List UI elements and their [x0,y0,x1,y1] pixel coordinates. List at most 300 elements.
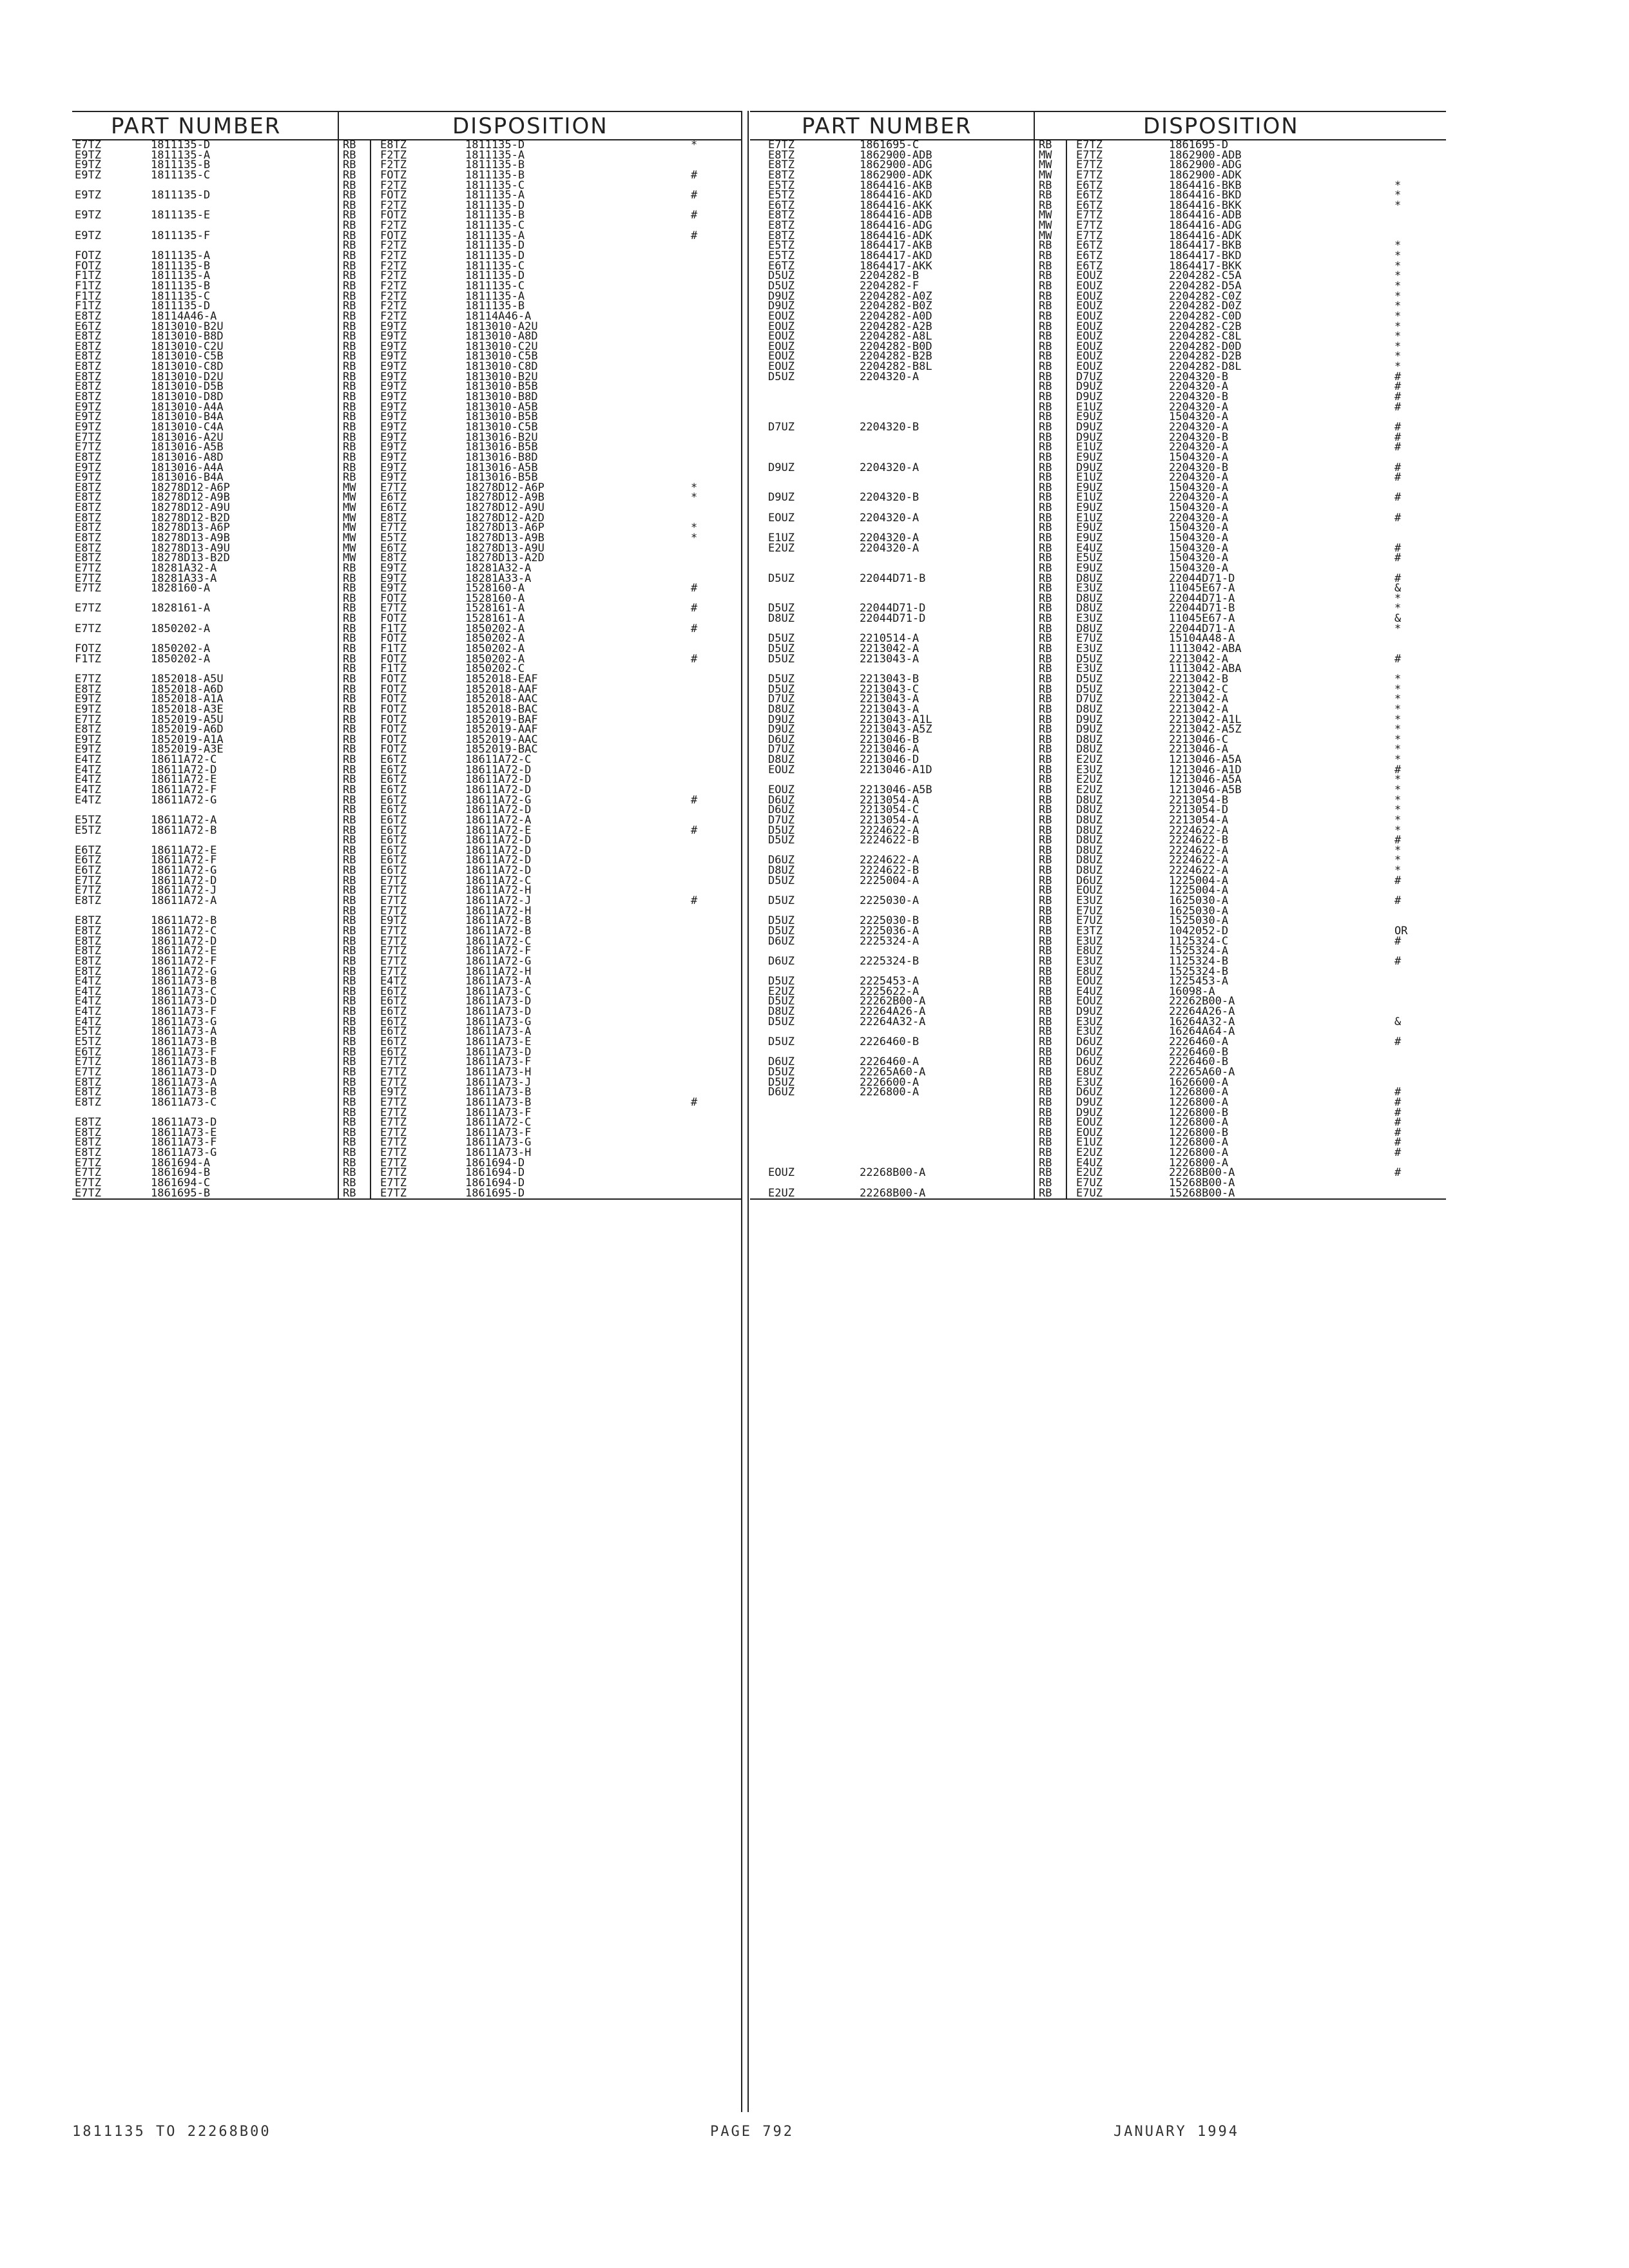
replacement-part: 1213046-A5A [1169,753,1242,767]
note-mark: # [1394,400,1402,414]
model-code: F1TZ [75,289,101,303]
disposition-code: RB [1039,723,1052,736]
model-code: FOTZ [75,259,101,273]
table-row [750,1186,1446,1200]
replacement-part: 2213042-B [1169,672,1229,686]
replacement-model: E7TZ [380,1075,407,1089]
replacement-part: 1811135-C [465,178,525,192]
replacement-part: 1852018-EAF [465,672,538,686]
replacement-model: E6TZ [380,753,407,767]
replacement-model: E7TZ [380,1166,407,1180]
replacement-part: 1525030-A [1169,914,1229,928]
replacement-part: 1811135-B [465,209,525,222]
note-mark: # [691,582,698,595]
model-code: F1TZ [75,279,101,293]
replacement-model: E6TZ [380,1035,407,1049]
disposition-code: RB [343,1136,356,1149]
part-number: 2213043-A1L [860,713,932,726]
part-number: 2225030-B [860,914,920,928]
disposition-code: RB [343,713,356,726]
disposition-code: RB [343,572,356,585]
disposition-code: RB [1039,995,1052,1008]
model-code: D6UZ [768,934,795,948]
part-number: 1813010-C2U [151,340,224,353]
part-number: 18611A72-F [151,854,217,867]
part-number: 2204282-A0Z [860,289,932,303]
model-code: E8TZ [75,954,101,968]
part-number: 1861695-B [151,1186,211,1200]
replacement-model: E7TZ [380,1126,407,1139]
disposition-code: RB [1039,380,1052,394]
replacement-model: F2TZ [380,249,407,263]
model-code: E6TZ [75,843,101,857]
replacement-model: E8UZ [1076,945,1103,958]
part-number-heading: PART NUMBER [802,113,972,139]
replacement-model: E6TZ [1076,239,1103,253]
replacement-part: 18611A72-F [465,945,532,958]
disposition-code: RB [343,1075,356,1089]
replacement-model: E7TZ [380,1116,407,1129]
replacement-model: E7TZ [380,945,407,958]
table-row [72,584,742,594]
part-number: 1811135-D [151,189,211,202]
replacement-model: E6TZ [380,763,407,776]
replacement-part: 2204282-C5A [1169,269,1242,283]
part-number: 2226460-A [860,1055,920,1069]
replacement-model: D8UZ [1076,602,1103,615]
part-number: 22268B00-A [860,1186,926,1200]
replacement-model: FOTZ [380,713,407,726]
part-number: 18278D12-A9U [151,501,230,515]
replacement-part: 1226800-A [1169,1116,1229,1129]
model-code: D5UZ [768,914,795,928]
model-code: E8TZ [768,209,795,222]
disposition-code: RB [1039,934,1052,948]
disposition-code: RB [1039,763,1052,776]
replacement-part: 18611A73-D [465,1005,532,1019]
model-code: D5UZ [768,1075,795,1089]
disposition-code: RB [343,743,356,756]
part-number: 22044D71-D [860,612,926,626]
replacement-model: D6UZ [1076,1035,1103,1049]
model-code: E2UZ [768,985,795,998]
table-row [72,823,742,837]
replacement-part: 1042052-D [1169,924,1229,937]
model-code: E7TZ [75,884,101,898]
replacement-part: 18278D12-A9U [465,501,545,515]
disposition-code: RB [1039,612,1052,626]
replacement-part: 2213054-B [1169,793,1229,807]
replacement-part: 2204282-C0D [1169,309,1242,323]
part-number: 2204282-A2B [860,320,932,333]
disposition-code: RB [1039,622,1052,635]
replacement-model: E9TZ [380,1086,407,1099]
disposition-code: RB [343,420,356,434]
disposition-code: RB [1039,1075,1052,1089]
replacement-model: D9UZ [1076,430,1103,444]
model-code: E9TZ [75,702,101,716]
part-number: 1813010-B8D [151,330,224,343]
model-code: E5TZ [768,239,795,253]
part-number: 1813016-A8D [151,450,224,464]
replacement-model: E7TZ [380,954,407,968]
note-mark: * [1394,309,1402,323]
disposition-code: RB [1039,1095,1052,1109]
model-code: D5UZ [768,995,795,1008]
model-code: E9TZ [75,461,101,474]
replacement-model: D8UZ [1076,702,1103,716]
part-number: 18611A72-G [151,793,217,807]
model-code: E9TZ [75,743,101,756]
part-number: 22044D71-D [860,602,926,615]
disposition-code: RB [343,834,356,847]
disposition-code: RB [343,682,356,696]
footer-range: 1811135 TO 22268B00 [72,2124,271,2140]
replacement-model: E9TZ [380,390,407,404]
disposition-code: RB [343,1095,356,1109]
note-mark: * [1394,743,1402,756]
disposition-code: MW [1039,168,1052,182]
replacement-part: 18611A72-A [465,813,532,827]
part-number: 1861694-B [151,1166,211,1180]
replacement-model: E9TZ [380,561,407,575]
replacement-model: E9TZ [380,400,407,414]
replacement-part: 18611A72-J [465,894,532,908]
part-number: 18611A72-B [151,823,217,837]
replacement-model: EOUZ [1076,1116,1103,1129]
replacement-model: E9TZ [380,582,407,595]
replacement-model: D5UZ [1076,652,1103,666]
note-mark: # [691,229,698,242]
replacement-model: E9TZ [380,441,407,454]
part-number: 2213043-B [860,672,920,686]
model-code: E9TZ [75,410,101,424]
model-code: E9TZ [75,733,101,746]
part-number: 1864416-ADK [860,229,932,242]
disposition-code: RB [1039,259,1052,273]
replacement-part: 18278D13-A6P [465,521,545,535]
replacement-part: 1852018-BAC [465,702,538,716]
disposition-code: RB [343,309,356,323]
replacement-part: 1852019-BAC [465,743,538,756]
replacement-model: EOUZ [1076,269,1103,283]
replacement-model: E7TZ [380,521,407,535]
note-mark: # [1394,1136,1402,1149]
replacement-part: 2204320-A [1169,491,1229,505]
replacement-model: FOTZ [380,652,407,666]
part-number: 2213043-A5Z [860,723,932,736]
disposition-code: RB [1039,471,1052,485]
disposition-code: RB [1039,461,1052,474]
part-number: 18611A72-J [151,884,217,898]
disposition-code: RB [343,350,356,363]
replacement-model: D7UZ [1076,370,1103,383]
replacement-model: E9TZ [380,471,407,485]
disposition-code: RB [343,582,356,595]
disposition-code: RB [343,561,356,575]
disposition-code: RB [1039,360,1052,374]
replacement-part: 1864417-BKK [1169,259,1242,273]
part-number: 1850202-A [151,652,211,666]
replacement-model: E6TZ [380,1005,407,1019]
part-number: 1861694-A [151,1156,211,1169]
part-number: 1811135-C [151,289,211,303]
replacement-model: E6TZ [380,541,407,555]
disposition-code: RB [1039,441,1052,454]
disposition-code: RB [1039,491,1052,505]
disposition-code: RB [1039,178,1052,192]
replacement-part: 1625030-A [1169,904,1229,918]
note-mark: & [1394,582,1402,595]
disposition-code: RB [343,390,356,404]
disposition-code: RB [1039,743,1052,756]
replacement-part: 2204320-B [1169,461,1229,474]
replacement-part: 2204282-D0Z [1169,300,1242,313]
replacement-model: E6TZ [380,793,407,807]
disposition-code: RB [343,430,356,444]
replacement-part: 1852018-AAF [465,682,538,696]
replacement-part: 1528160-A [465,591,525,605]
replacement-model: E7TZ [380,1065,407,1079]
replacement-model: E9UZ [1076,561,1103,575]
model-code: E7TZ [75,1176,101,1189]
model-code: E9TZ [75,471,101,485]
note-mark: # [691,894,698,908]
replacement-part: 1625030-A [1169,894,1229,908]
replacement-model: FOTZ [380,168,407,182]
model-code: F1TZ [75,652,101,666]
replacement-part: 18278D13-A9B [465,531,545,544]
replacement-part: 2213054-A [1169,813,1229,827]
note-mark: # [1394,572,1402,585]
replacement-part: 18611A73-C [465,985,532,998]
replacement-part: 1813010-B5B [465,380,538,394]
replacement-part: 1504320-A [1169,450,1229,464]
model-code: E8TZ [75,370,101,383]
replacement-part: 1813016-B8D [465,450,538,464]
replacement-part: 1811135-D [465,269,525,283]
replacement-model: E9TZ [380,914,407,928]
part-number: 1813016-A4A [151,461,224,474]
replacement-model: EOUZ [1076,279,1103,293]
replacement-part: 18611A72-D [465,763,532,776]
part-number: 1862900-ADG [860,159,932,172]
disposition-code: RB [343,702,356,716]
model-code: E4TZ [75,985,101,998]
footer-page: PAGE 792 [710,2124,794,2140]
replacement-part: 2213042-A1L [1169,713,1242,726]
part-number: 18611A72-G [151,965,217,978]
replacement-model: EOUZ [1076,309,1103,323]
model-code: E7TZ [75,672,101,686]
note-mark: # [691,209,698,222]
model-code: D6UZ [768,793,795,807]
model-code: E8TZ [768,229,795,242]
disposition-code: RB [343,591,356,605]
model-code: E8TZ [75,914,101,928]
disposition-code: RB [1039,139,1052,151]
replacement-model: E6TZ [1076,198,1103,212]
model-code: D9UZ [768,461,795,474]
replacement-model: EOUZ [1076,320,1103,333]
replacement-part: 1813010-C8D [465,360,538,374]
model-code: E9TZ [75,189,101,202]
replacement-part: 1811135-A [465,189,525,202]
replacement-model: E9TZ [380,420,407,434]
replacement-model: E9TZ [380,350,407,363]
disposition-code: RB [343,219,356,233]
replacement-part: 18611A73-D [465,995,532,1008]
model-code: E8TZ [75,1126,101,1139]
part-number: 18611A73-D [151,1116,217,1129]
replacement-model: F2TZ [380,159,407,172]
replacement-model: D8UZ [1076,572,1103,585]
replacement-part: 16264A32-A [1169,1015,1235,1028]
replacement-model: D8UZ [1076,854,1103,867]
disposition-code: RB [343,843,356,857]
disposition-code: RB [343,753,356,767]
replacement-model: F2TZ [380,259,407,273]
part-number: 1813010-D2U [151,370,224,383]
part-number: 1811135-B [151,279,211,293]
part-number: 2226460-B [860,1035,920,1049]
disposition-code: RB [1039,713,1052,726]
part-number: 18611A73-B [151,1086,217,1099]
replacement-part: 2226460-B [1169,1055,1229,1069]
part-number: 18278D12-A6P [151,481,230,494]
replacement-part: 2204320-A [1169,400,1229,414]
disposition-code: RB [1039,1005,1052,1019]
note-mark: # [1394,1035,1402,1049]
disposition-code: RB [1039,1035,1052,1049]
replacement-model: E7TZ [380,1095,407,1109]
part-number: 2224622-B [860,864,920,878]
model-code: E9TZ [75,168,101,182]
replacement-model: E6TZ [380,803,407,817]
model-code: E8TZ [75,1116,101,1129]
replacement-part: 1811135-D [465,249,525,263]
replacement-model: E6TZ [380,501,407,515]
part-number: 1828161-A [151,602,211,615]
part-number: 1861694-C [151,1176,211,1189]
model-code: EOUZ [768,1166,795,1180]
replacement-part: 1861694-D [465,1176,525,1189]
model-code: E8TZ [75,934,101,948]
replacement-model: EOUZ [1076,995,1103,1008]
disposition-code: RB [343,1035,356,1049]
replacement-part: 18611A73-E [465,1035,532,1049]
replacement-model: E6TZ [380,783,407,796]
disposition-code: RB [343,642,356,656]
model-code: E9TZ [75,159,101,172]
replacement-model: E9TZ [380,430,407,444]
replacement-model: E7TZ [380,1186,407,1200]
model-code: E8TZ [75,552,101,565]
disposition-code: RB [343,1086,356,1099]
replacement-model: EOUZ [1076,289,1103,303]
part-number: 22265A60-A [860,1065,926,1079]
model-code: D5UZ [768,572,795,585]
replacement-model: E1UZ [1076,491,1103,505]
part-number: 2204282-B8L [860,360,932,374]
replacement-model: E7TZ [380,965,407,978]
disposition-code: RB [343,894,356,908]
replacement-part: 18281A32-A [465,561,532,575]
part-number: 1811135-C [151,168,211,182]
note-mark: # [1394,1116,1402,1129]
replacement-part: 18114A46-A [465,309,532,323]
replacement-model: F2TZ [380,309,407,323]
part-number: 1864417-AKK [860,259,932,273]
note-mark: * [1394,259,1402,273]
replacement-model: D9UZ [1076,1005,1103,1019]
model-code: D5UZ [768,1015,795,1028]
disposition-code: RB [343,864,356,878]
replacement-part: 1504320-A [1169,531,1229,544]
disposition-code: RB [343,995,356,1008]
model-code: E7TZ [768,139,795,151]
replacement-part: 1861695-D [1169,139,1229,151]
disposition-code: RB [343,1055,356,1069]
disposition-code: MW [343,481,356,494]
disposition-code: RB [343,370,356,383]
part-number: 1811135-B [151,159,211,172]
disposition-code: RB [343,773,356,787]
disposition-code: RB [1039,1156,1052,1169]
replacement-model: E7TZ [1076,148,1103,162]
part-number: 1852019-A1A [151,733,224,746]
replacement-part: 1213046-A5A [1169,773,1242,787]
disposition-code: RB [1039,591,1052,605]
disposition-code: RB [343,300,356,313]
note-mark: * [1394,803,1402,817]
model-code: D5UZ [768,370,795,383]
disposition-code: RB [343,1065,356,1079]
replacement-model: D5UZ [1076,672,1103,686]
replacement-part: 2224622-A [1169,823,1229,837]
disposition-code: RB [1039,864,1052,878]
disposition-code: RB [343,652,356,666]
part-number: 2225036-A [860,924,920,937]
replacement-model: E3UZ [1076,934,1103,948]
note-mark: * [1394,178,1402,192]
replacement-part: 1864416-ADG [1169,219,1242,233]
disposition-code: RB [1039,279,1052,293]
note-mark: # [691,168,698,182]
replacement-part: 18611A72-C [465,934,532,948]
replacement-part: 22044D71-A [1169,622,1235,635]
disposition-code: RB [343,934,356,948]
replacement-model: E6TZ [380,864,407,878]
disposition-code: RB [1039,541,1052,555]
disposition-code: RB [1039,783,1052,796]
note-mark: * [1394,591,1402,605]
replacement-part: 1528161-A [465,602,525,615]
model-code: D5UZ [768,975,795,988]
note-mark: * [691,481,698,494]
disposition-code: RB [1039,914,1052,928]
replacement-part: 15268B00-A [1169,1186,1235,1200]
model-code: EOUZ [768,763,795,776]
model-code: E6TZ [75,1045,101,1059]
disposition-code: RB [1039,652,1052,666]
note-mark: # [1394,390,1402,404]
model-code: E7TZ [75,139,101,151]
disposition-code: RB [1039,1166,1052,1180]
replacement-part: 1862900-ADB [1169,148,1242,162]
disposition-code: RB [343,884,356,898]
disposition-code: RB [1039,269,1052,283]
